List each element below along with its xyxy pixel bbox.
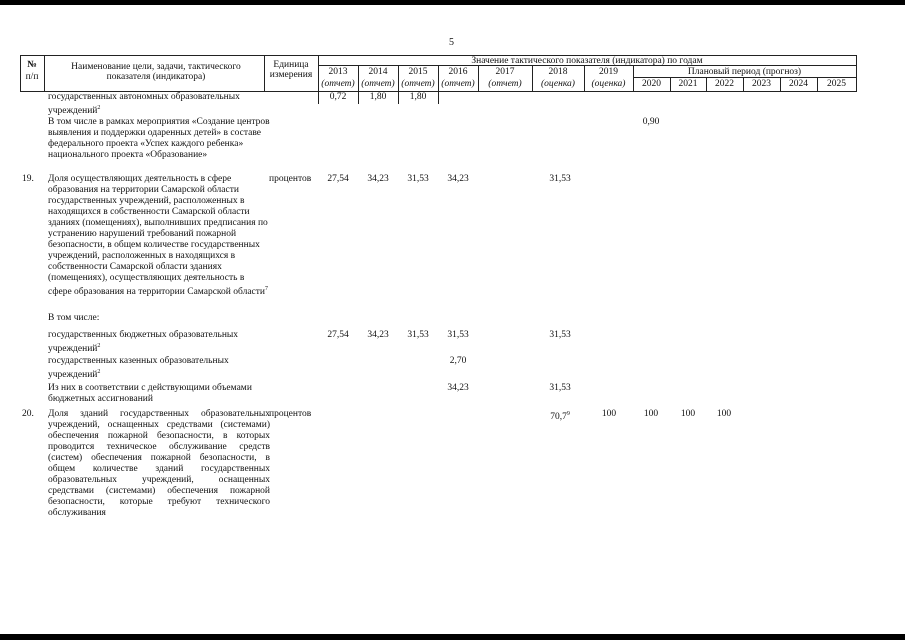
value-2014: 1,80 [369, 92, 387, 102]
row-autonomous-label: государственных автономных образовательных учреждений$^2$ [48, 92, 240, 117]
planned-mid-line [633, 77, 856, 78]
page-number: 5 [449, 37, 454, 48]
scan-top-border [0, 0, 905, 5]
value-2019: 100 [601, 409, 617, 419]
col-line [358, 92, 359, 104]
row-fire-safety-label: Доля осуществляющих деятельность в сфере образования на территории Самарской области государственных учреждений, расположенных в находящихся в собственности Самарской области зданиях (помещениях), выполнивших предписания по устранению нарушений требований пожарной безопасности, в общем количестве государственных учреждений, расположенных в находящихся в собственности Самарской области зданиях (помещениях), осуществляющих деятельность в сфере образования на территории Самарской области$^7$ [48, 174, 269, 298]
value-2020: 0,90 [642, 117, 660, 127]
year-2014: 2014 [368, 67, 388, 77]
year-note: (отчет) [321, 79, 355, 89]
value-2014: 34,23 [367, 174, 389, 184]
year-2015: 2015 [408, 67, 428, 77]
value-2015: 31,53 [407, 174, 429, 184]
value-2015: 31,53 [407, 330, 429, 340]
col-line [398, 92, 399, 104]
row-gifted-centers-label: В том числе в рамках мероприятия «Создание центров выявления и поддержки одаренных детей» в составе федерального проекта «Успех каждого ребенка» национального проекта «Образование» [48, 117, 270, 160]
unit: процентов [269, 409, 312, 419]
year-2013: 2013 [328, 67, 348, 77]
year-2023: 2023 [752, 79, 771, 89]
year-2020: 2020 [642, 79, 661, 89]
value-2014: 34,23 [367, 330, 389, 340]
value-2013: 27,54 [327, 174, 349, 184]
value-2015: 1,80 [409, 92, 427, 102]
row-number: 20. [22, 409, 34, 419]
col-line [318, 92, 319, 104]
value-2013: 0,72 [329, 92, 347, 102]
header-name: Наименование цели, задачи, тактического показателя (индикатора) [71, 62, 241, 82]
year-2021: 2021 [678, 79, 698, 89]
year-2017: 2017 [495, 67, 515, 77]
row-state-owned-label: государственных казенных образовательных учреждений$^2$ [48, 356, 229, 381]
value-2013: 27,54 [327, 330, 349, 340]
row-number: 19. [22, 174, 34, 184]
header-planned-title: Плановый период (прогноз) [687, 67, 802, 77]
year-note: (оценка) [541, 79, 575, 89]
year-2018: 2018 [548, 67, 568, 77]
year-note: (оценка) [591, 79, 626, 89]
year-2025: 2025 [827, 79, 846, 89]
year-2022: 2022 [715, 79, 734, 89]
year-2019: 2019 [599, 67, 618, 77]
row-subtitle: В том числе: [48, 313, 100, 323]
value-2016: 31,53 [447, 330, 469, 340]
header-no-sub: п/п [25, 72, 39, 82]
value-2018: 70,7$^9$ [550, 411, 570, 423]
value-2016: 34,23 [447, 383, 469, 393]
year-note: (отчет) [401, 79, 435, 89]
value-2021: 100 [680, 409, 696, 419]
header-no: № [27, 60, 37, 70]
value-2016: 34,23 [447, 174, 469, 184]
scan-bottom-border [0, 634, 905, 640]
value-2020: 100 [643, 409, 659, 419]
value-2018: 31,53 [549, 174, 571, 184]
year-note: (отчет) [488, 79, 522, 89]
row-budget-allocation-label: Из них в соответствии с действующими объемами бюджетных ассигнований [48, 383, 252, 404]
value-2016: 2,70 [449, 356, 467, 366]
col-line [438, 92, 439, 104]
year-note: (отчет) [441, 79, 475, 89]
col-line [856, 55, 857, 92]
unit: процентов [269, 174, 312, 184]
year-note: (отчет) [361, 79, 395, 89]
row-buildings-label: Доля зданий государственных образовательных учреждений, оснащенных средствами (системами) обеспечения пожарной безопасности, в которых проводится техническое обслуживание средств (систем) обеспечения пожарной безопасности, в общем количестве зданий государственных образовательных учреждений, оснащенных средствами (системами) обеспечения пожарной безопасности, которые требуют технического обслуживания [48, 409, 270, 518]
col-line [44, 55, 45, 92]
value-2018: 31,53 [549, 330, 571, 340]
header-values-title: Значение тактического показателя (индикатора) по годам [471, 56, 703, 66]
year-2016: 2016 [448, 67, 468, 77]
value-2022: 100 [716, 409, 732, 419]
year-2024: 2024 [789, 79, 808, 89]
header-unit: Единица измерения [269, 60, 313, 80]
value-2018: 31,53 [549, 383, 571, 393]
row-budget-label: государственных бюджетных образовательных учреждений$^2$ [48, 330, 239, 355]
